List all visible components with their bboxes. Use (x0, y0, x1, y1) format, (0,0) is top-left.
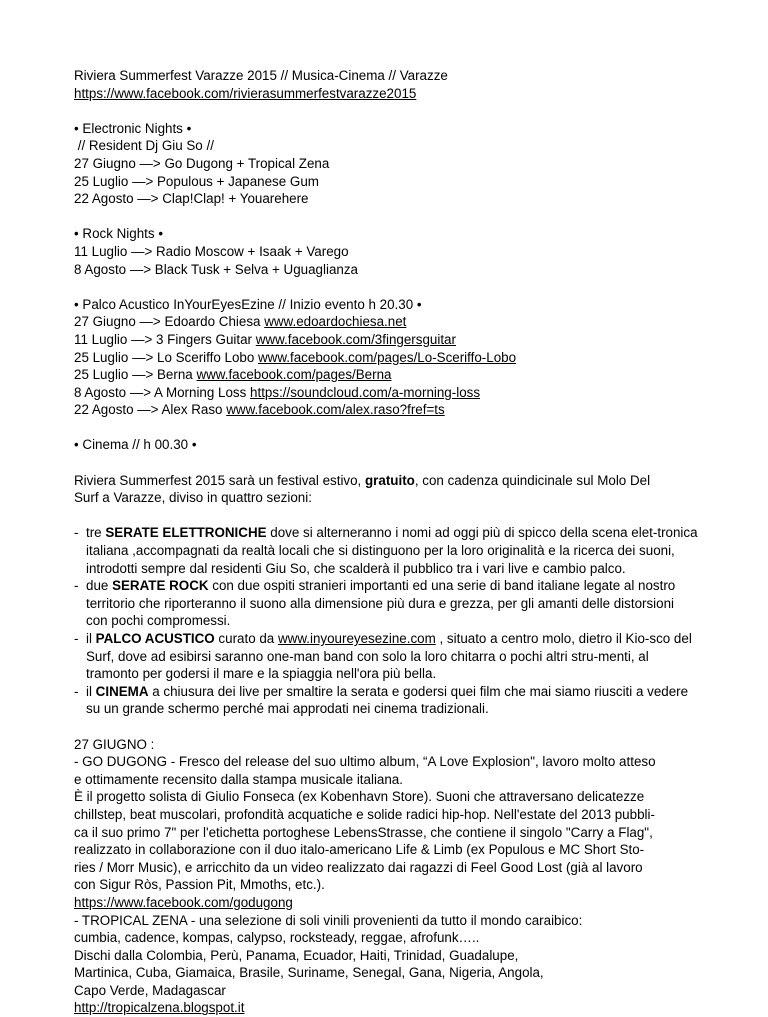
june-text-line: Dischi dalla Colombia, Perù, Panama, Ecuador, Haiti, Trinidad, Guadalupe, (74, 947, 519, 963)
june-text-line: Capo Verde, Madagascar (74, 982, 226, 998)
june-text-line: È il progetto solista di Giulio Fonseca (ex Kobenhavn Store). Suoni che attraversano delicatezze (74, 789, 645, 805)
rock-date-line: 8 Agosto —> Black Tusk + Selva + Uguaglianza (74, 261, 358, 277)
list-dash: - (74, 631, 79, 646)
electronic-date-line: 27 Giugno —> Go Dugong + Tropical Zena (74, 155, 330, 171)
june-text-line: ca il suo primo 7" per l'etichetta portoghese LebensStrasse, che contiene il singolo "Carry a Flag", (74, 824, 653, 840)
june-text-line: ries / Morr Music), e arricchito da un video realizzato dai ragazzi di Feel Good Lost (già al lavoro (74, 859, 643, 875)
godugong-link[interactable]: https://www.facebook.com/godugong (74, 894, 293, 910)
list-dash: - (74, 525, 79, 541)
cinema-heading: • Cinema // h 00.30 • (74, 437, 197, 453)
electronic-date-line: 25 Luglio —> Populous + Japanese Gum (74, 173, 319, 189)
june-text-line: chillstep, beat muscolari, profondità acquatiche e solide radici hip-hop. Nell'estate del 2013 pubbli- (74, 806, 655, 822)
acoustic-entry-link[interactable]: www.edoardochiesa.net (264, 314, 407, 330)
acoustic-entry-link[interactable]: www.facebook.com/pages/Berna (196, 367, 392, 383)
event-facebook-link[interactable]: https://www.facebook.com/rivierasummerfestvarazze2015 (74, 85, 417, 101)
rock-date-line: 11 Luglio —> Radio Moscow + Isaak + Varego (74, 243, 349, 259)
electronic-resident: // Resident Dj Giu So // (74, 138, 214, 154)
acoustic-entry: 22 Agosto —> Alex Raso www.facebook.com/alex.raso?fref=ts (74, 402, 445, 418)
june-text-line: realizzato in collaborazione con il duo italo-americano Life & Limb (ex Populous e MC Short Sto- (74, 842, 645, 858)
section-item: - tre SERATE ELETTRONICHE dove si alterneranno i nomi ad oggi più di spicco della scena elet-tronica italiana ,accompagnati da realtà locali che si distinguono per la loro originalità e la ricerca dei suoni, introdotti sempre dal residenti Giu So, che scalderà il pubblico tra i vari live e cambio palco. (74, 525, 698, 576)
acoustic-entry-link[interactable]: www.facebook.com/pages/Lo-Sceriffo-Lobo (258, 349, 517, 365)
june-text-line: Martinica, Cuba, Giamaica, Brasile, Suriname, Senegal, Gana, Nigeria, Angola, (74, 965, 544, 981)
june-heading: 27 GIUGNO : (74, 736, 155, 752)
section-item: - due SERATE ROCK con due ospiti stranieri importanti ed una serie di band italiane legate al nostro territorio che riporteranno il suono alla dimensione più dura e grezza, per gli amanti delle distorsioni con pochi compromessi. (74, 578, 676, 629)
list-dash: - (74, 683, 79, 699)
inyoureyes-link[interactable]: www.inyoureyesezine.com (277, 631, 436, 646)
acoustic-entry-link[interactable]: https://soundcloud.com/a-morning-loss (250, 384, 481, 400)
acoustic-entry: 27 Giugno —> Edoardo Chiesa www.edoardochiesa.net (74, 314, 407, 330)
section-item: - il CINEMA a chiusura dei live per smaltire la serata e godersi quei film che mai siamo riusciti a vedere su un grande schermo perché mai approdati nei cinema tradizionali. (74, 683, 689, 717)
june-text-line: - TROPICAL ZENA - una selezione di soli vinili provenienti da tutto il mondo caraibico: (74, 912, 583, 928)
june-text-line: con Sigur Ròs, Passion Pit, Mmoths, etc.). (74, 877, 325, 893)
acoustic-heading: • Palco Acustico InYourEyesEzine // Inizio evento h 20.30 • (74, 296, 422, 312)
june-text-line: e ottimamente recensito dalla stampa musicale italiana. (74, 771, 403, 787)
june-text-line: cumbia, cadence, kompas, calypso, rocksteady, reggae, afrofunk….. (74, 930, 480, 946)
acoustic-entry: 25 Luglio —> Lo Sceriffo Lobo www.facebook.com/pages/Lo-Sceriffo-Lobo (74, 349, 517, 365)
acoustic-entry-link[interactable]: www.facebook.com/alex.raso?fref=ts (226, 402, 445, 418)
document-page (74, 67, 698, 1017)
acoustic-entry: 8 Agosto —> A Morning Loss https://soundcloud.com/a-morning-loss (74, 384, 481, 400)
acoustic-entry-link[interactable]: www.facebook.com/3fingersguitar (255, 331, 456, 347)
electronic-date-line: 22 Agosto —> Clap!Clap! + Youarehere (74, 191, 309, 207)
event-title: Riviera Summerfest Varazze 2015 // Musica-Cinema // Varazze (74, 68, 448, 83)
june-text-line: - GO DUGONG - Fresco del release del suo ultimo album, “A Love Explosion", lavoro molto atteso (74, 754, 656, 770)
list-dash: - (74, 578, 79, 594)
section-item: - il PALCO ACUSTICO curato da www.inyoureyesezine.com , situato a centro molo, dietro il Kio-sco del Surf, dove ad esibirsi saranno one-man band con solo la loro chitarra o pochi altri stru-menti, al tramonto per godersi il mare e la spiaggia nell'ora più bella. (74, 631, 692, 682)
acoustic-entry: 25 Luglio —> Berna www.facebook.com/pages/Berna (74, 367, 392, 383)
acoustic-entry: 11 Luglio —> 3 Fingers Guitar www.facebook.com/3fingersguitar (74, 331, 456, 347)
tropicalzena-link[interactable]: http://tropicalzena.blogspot.it (74, 1000, 245, 1016)
electronic-heading: • Electronic Nights • (74, 120, 192, 136)
rock-heading: • Rock Nights • (74, 226, 164, 242)
intro-paragraph: Riviera Summerfest 2015 sarà un festival estivo, gratuito, con cadenza quindicinale sul Molo Del Surf a Varazze, diviso in quattro sezioni: (74, 472, 651, 506)
